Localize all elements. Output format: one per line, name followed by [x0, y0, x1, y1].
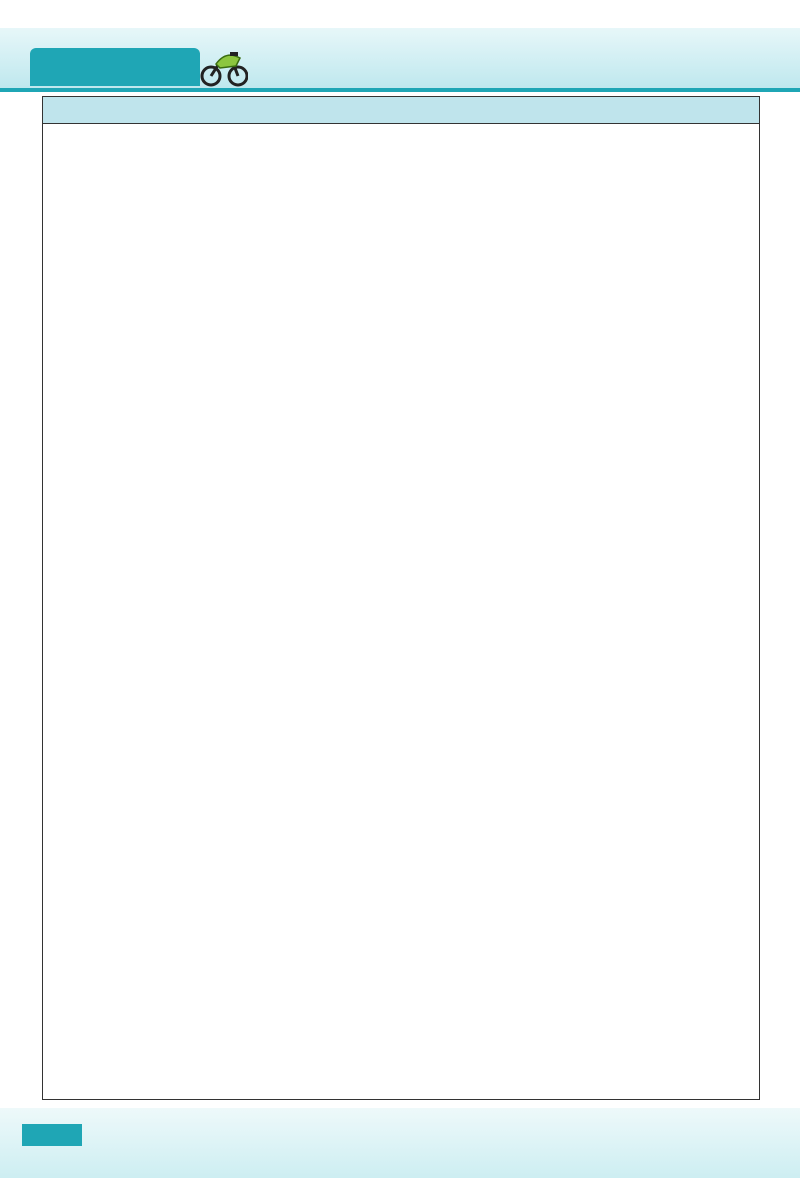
motorcycle-icon — [200, 44, 248, 88]
dealer-table — [42, 96, 760, 1100]
column-header-scope — [302, 97, 640, 123]
table-header — [43, 97, 759, 124]
section-tab — [30, 48, 200, 86]
page-number — [22, 1124, 82, 1146]
footer-band — [0, 1108, 800, 1178]
header-divider — [0, 88, 800, 92]
column-header-phone — [640, 97, 759, 123]
column-header-name — [43, 97, 302, 123]
